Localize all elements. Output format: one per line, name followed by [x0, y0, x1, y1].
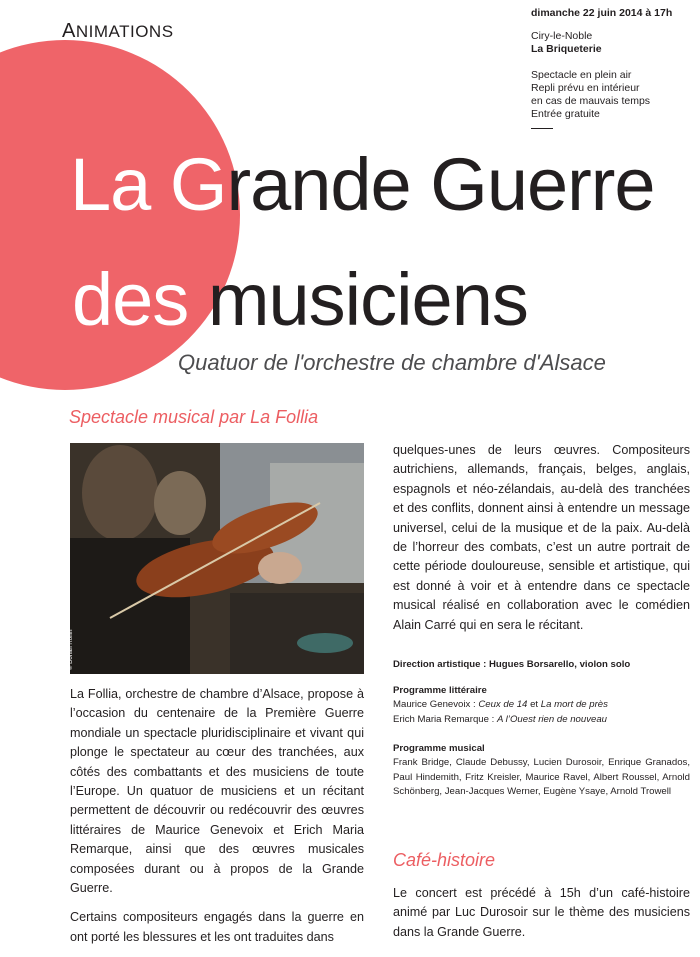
right-column: [393, 441, 690, 645]
event-info: [531, 7, 691, 129]
event-rule: [531, 128, 553, 129]
event-date: dimanche 22 juin 2014 à 17h: [531, 7, 673, 19]
event-notes: [531, 69, 691, 121]
body-paragraph: Certains compositeurs engagés dans la guerre en ont porté les blessures et les ont traduites dans: [70, 910, 364, 944]
event-note: Entrée gratuite: [531, 108, 600, 120]
body-paragraph: quelques-unes de leurs œuvres. Compositeurs autrichiens, allemands, français, belges, anglais, espagnols et néo-zélandais, au-delà des tranchées et des conflits, donnent ainsi à entendre un message universel, celui de la musique et de la paix. Au-delà de l’horreur des combats, c’est un autre portrait de cette période douloureuse, sensible et artistique, qui est donné à voir et à entendre dans ce spectacle musical réalisé en collaboration avec le comédien Alain Carré qui en sera le récitant.: [393, 443, 690, 632]
programme-litteraire-line: Erich Maria Remarque : A l’Ouest rien de nouveau: [393, 713, 608, 725]
subtitle: Quatuor de l'orchestre de chambre d'Alsace: [178, 350, 606, 375]
programme-musical-heading: Programme musical: [393, 743, 485, 754]
programme-musical-text: Frank Bridge, Claude Debussy, Lucien Durosoir, Enrique Granados, Paul Hindemith, Fritz Kreisler, Maurice Ravel, Albert Roussel, Arnold Schönberg, Jean-Jacques Werner, Eugène Ysaye, Arnold Trowell: [393, 757, 690, 798]
programme-musical: [393, 742, 690, 800]
left-column: [70, 685, 364, 957]
body-paragraph: La Follia, orchestre de chambre d’Alsace, propose à l’occasion du centenaire de la Première Guerre mondiale un spectacle pluridisciplinaire et vivant qui plonge le spectateur au cœur des tranchées, aux côtés des combattants et des musiciens de toute l’Europe. Un quatuor de musiciens et un récitant permettent de découvrir ou redécouvrir des œuvres littéraires de Maurice Genevoix et Erich Maria Remarque, ainsi que des œuvres musicales composées durant ou à propos de la Grande Guerre.: [70, 687, 364, 896]
cafe-histoire-title: Café-histoire: [393, 850, 496, 870]
programme-litteraire: [393, 684, 690, 727]
event-venue: La Briqueterie: [531, 43, 602, 55]
photo-credit: © Dorian Rollin: [68, 629, 74, 670]
event-note: en cas de mauvais temps: [531, 95, 651, 107]
kicker: Spectacle musical par La Follia: [69, 407, 319, 427]
section-label: ANIMATIONS: [62, 20, 174, 42]
event-note: Spectacle en plein air: [531, 69, 632, 81]
programme-litteraire-line: Maurice Genevoix : Ceux de 14 et La mort de près: [393, 699, 608, 711]
artistic-direction: Direction artistique : Hugues Borsarello, violon solo: [393, 659, 631, 670]
event-note: Repli prévu en intérieur: [531, 82, 640, 94]
programme-litteraire-heading: Programme littéraire: [393, 685, 487, 696]
title-line-1: La Grande Guerre: [70, 143, 655, 226]
cafe-histoire-text: Le concert est précédé à 15h d’un café-histoire animé par Luc Durosoir sur le thème des musiciens dans la Grande Guerre.: [393, 886, 690, 939]
photo-illustration: [70, 443, 364, 674]
event-town: Ciry-le-Noble: [531, 30, 593, 42]
title-line-2: des musiciens: [72, 258, 528, 341]
musicians-photo: [70, 443, 364, 674]
